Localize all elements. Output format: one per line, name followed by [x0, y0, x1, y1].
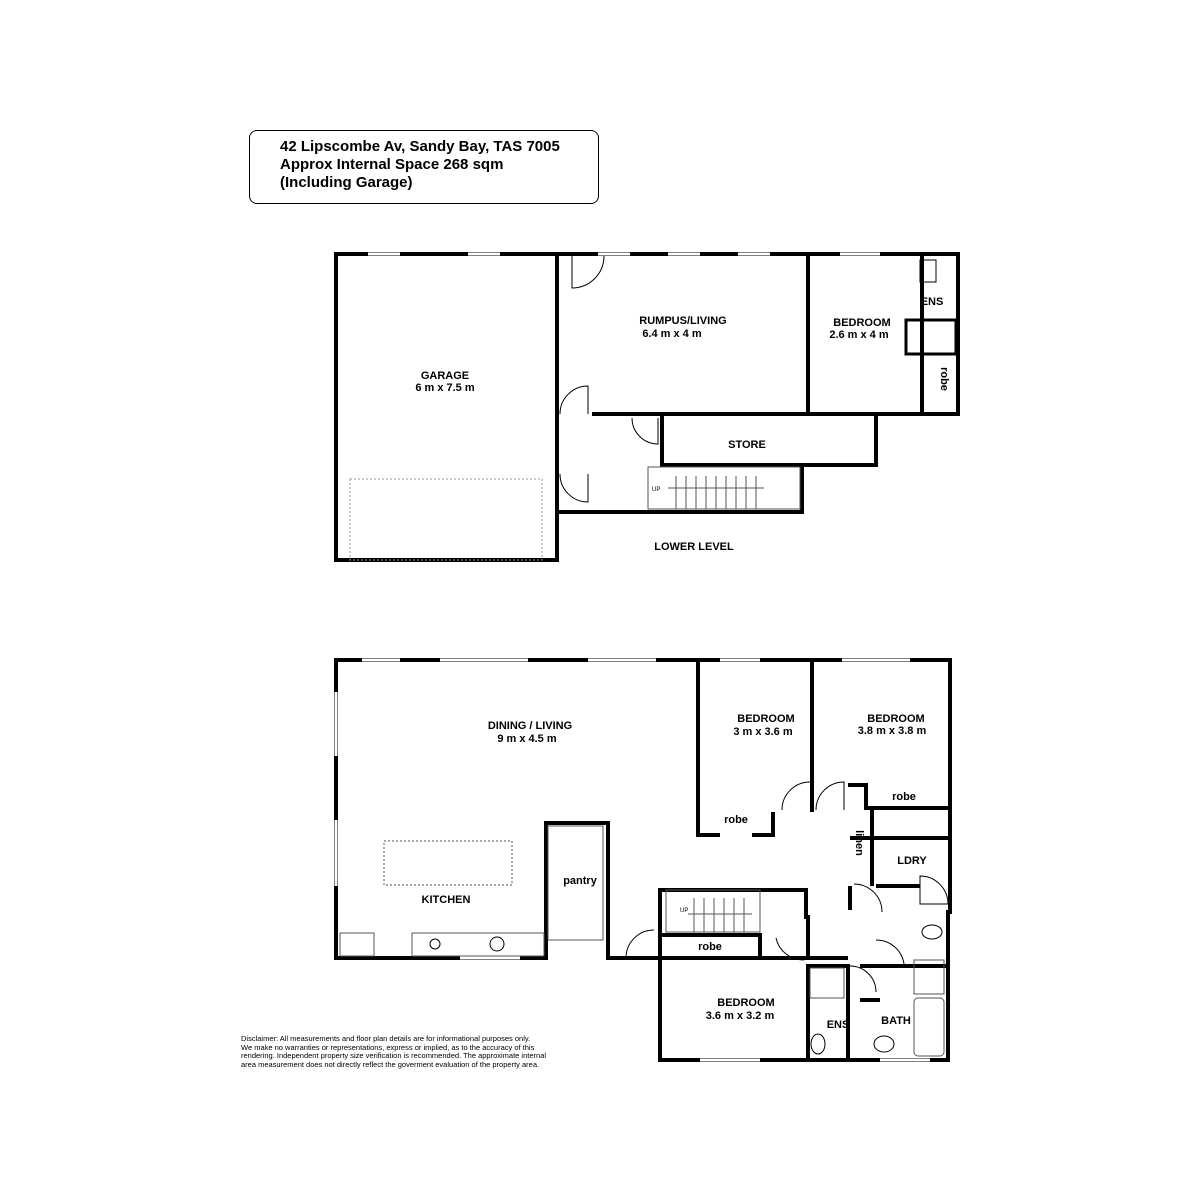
upper-windows [336, 660, 930, 1060]
linen-label: linen [853, 830, 865, 856]
garage-label: GARAGE [420, 370, 470, 382]
lower-bedroom-label: BEDROOM [833, 317, 891, 329]
rumpus-label: RUMPUS/LIVING [639, 315, 727, 327]
ldry-toilet [922, 925, 942, 939]
kitchen-label: KITCHEN [421, 894, 471, 906]
ens-toilet-upper [811, 1034, 825, 1054]
lower-level-plan [336, 254, 958, 560]
robe-2-label: robe [892, 791, 916, 803]
ens-shower-upper [810, 968, 844, 998]
garage-note-text: (Including Garage) [280, 174, 413, 191]
bedroom-3-label: BEDROOM [717, 997, 775, 1009]
disclaimer-line: We make no warranties or representations, express or implied, as to the accuracy of this [241, 1042, 535, 1052]
bedroom-2-label: BEDROOM [867, 713, 925, 725]
store-label: STORE [728, 439, 766, 451]
fridge [340, 933, 374, 956]
dining-dims: 9 m x 4.5 m [497, 733, 557, 745]
lower-robe-label: robe [938, 367, 950, 391]
kitchen-island [384, 841, 512, 885]
bath-basin [874, 1036, 894, 1052]
ens-shower-lower [906, 320, 956, 354]
kitchen-counter [412, 933, 544, 956]
robe-1-label: robe [724, 814, 748, 826]
lower-stairs [648, 467, 800, 509]
disclaimer-line: Disclaimer: All measurements and floor plan details are for informational purposes only. [241, 1034, 531, 1043]
bedroom-3-dims: 3.6 m x 3.2 m [705, 1010, 775, 1022]
upper-level-plan [336, 660, 950, 1060]
upper-walls [336, 660, 950, 1060]
disclaimer-line: rendering. Independent property size verification is recommended. The approximate internal [241, 1051, 547, 1061]
pantry-label: pantry [563, 875, 597, 887]
garage-walls [336, 254, 557, 560]
sink [490, 937, 504, 951]
bedroom-1-label: BEDROOM [737, 713, 795, 725]
upper-ens-label: ENS [826, 1019, 850, 1031]
address-text: 42 Lipscombe Av, Sandy Bay, TAS 7005 [280, 138, 560, 155]
lower-ens-label: ENS [920, 296, 944, 308]
disclaimer [241, 1035, 621, 1069]
ldry-label: LDRY [897, 855, 927, 867]
upper-stairs-up-label: UP [680, 908, 689, 914]
space-text: Approx Internal Space 268 sqm [280, 156, 504, 173]
bath-tub [914, 998, 944, 1056]
disclaimer-line: area measurement does not directly reflect the goverment evaluation of the property area. [241, 1059, 540, 1069]
lower-level-label: LOWER LEVEL [654, 541, 734, 553]
garage-door [350, 479, 542, 560]
bath-label: BATH [881, 1015, 911, 1027]
rumpus-dims: 6.4 m x 4 m [642, 328, 702, 340]
cooktop [430, 939, 440, 949]
bedroom-1-dims: 3 m x 3.6 m [733, 726, 793, 738]
lower-stairs-up-label: UP [652, 487, 661, 493]
lower-doors [560, 256, 661, 502]
lower-bedroom-dims: 2.6 m x 4 m [829, 329, 889, 341]
robe-3-label: robe [698, 941, 722, 953]
garage-dims: 6 m x 7.5 m [415, 382, 475, 394]
lower-main-walls [557, 254, 958, 512]
bedroom-2-dims: 3.8 m x 3.8 m [857, 725, 927, 737]
dining-label: DINING / LIVING [487, 720, 573, 732]
